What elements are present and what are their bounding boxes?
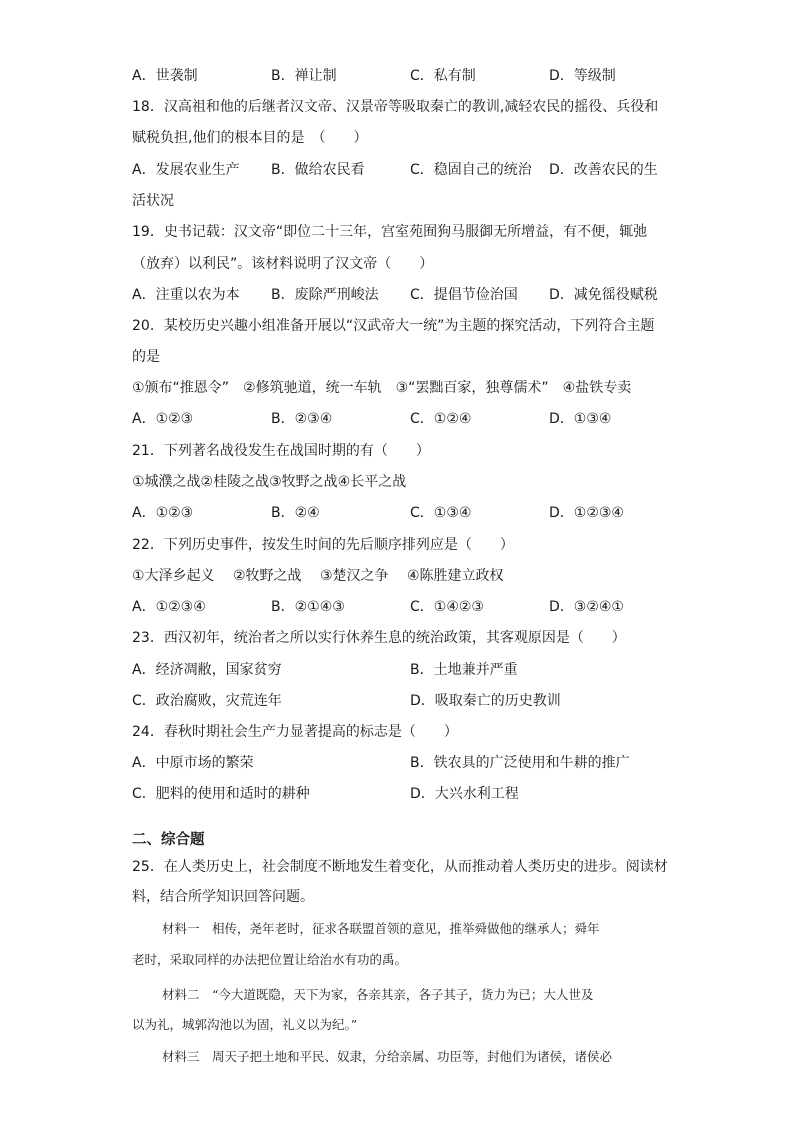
q21-option-d[interactable]: D．①②③④ bbox=[549, 505, 624, 521]
q19-option-b[interactable]: B．废除严刑峻法 bbox=[271, 287, 379, 303]
q25-material1-line2: 老时，采取同样的办法把位置让给治水有功的禹。 bbox=[132, 952, 408, 967]
q25-material2-line2: 以为礼，城郭沟池以为固，礼义以为纪。” bbox=[132, 1017, 358, 1032]
q22-option-a[interactable]: A．①②③④ bbox=[132, 599, 206, 615]
q22-option-b[interactable]: B．②①④③ bbox=[271, 599, 345, 615]
q23-option-c[interactable]: C．政治腐败，灾荒连年 bbox=[132, 693, 282, 709]
q23-options-row1 bbox=[132, 660, 662, 680]
q18-stem-line1: 18．汉高祖和他的后继者汉文帝、汉景帝等吸取秦亡的教训,减轻农民的摇役、兵役和 bbox=[132, 99, 659, 115]
q19-option-a[interactable]: A．注重以农为本 bbox=[132, 287, 240, 303]
section-heading-comprehensive: 二、综合题 bbox=[132, 832, 205, 848]
q19-stem-line1: 19．史书记载：汉文帝“即位二十三年，宫室苑囿狗马服御无所增益，有不便，辄弛 bbox=[132, 224, 648, 240]
q23-option-a[interactable]: A．经济凋敝，国家贫穷 bbox=[132, 662, 282, 678]
q19-option-d[interactable]: D．减免徭役赋税 bbox=[549, 287, 658, 303]
q23-stem: 23．西汉初年，统治者之所以实行休养生息的统治政策，其客观原因是（ ） bbox=[132, 630, 626, 646]
q21-option-c[interactable]: C．①③④ bbox=[410, 505, 472, 521]
q20-option-d[interactable]: D．①③④ bbox=[549, 411, 612, 427]
q20-option-a[interactable]: A．①②③ bbox=[132, 411, 194, 427]
q21-items: ①城濮之战②桂陵之战③牧野之战④长平之战 bbox=[132, 474, 407, 490]
q19-stem-line2: （放弃）以利民”。该材料说明了汉文帝（ ） bbox=[132, 256, 434, 272]
q20-stem-line2: 的是 bbox=[132, 349, 160, 365]
q21-option-b[interactable]: B．②④ bbox=[271, 505, 320, 521]
q20-option-b[interactable]: B．②③④ bbox=[271, 411, 333, 427]
q19-options bbox=[132, 285, 662, 305]
q22-option-c[interactable]: C．①④②③ bbox=[410, 599, 484, 615]
q17-option-d[interactable]: D．等级制 bbox=[549, 68, 616, 84]
q24-option-b[interactable]: B．铁农具的广泛使用和牛耕的推广 bbox=[410, 755, 630, 771]
q25-stem-line1: 25．在人类历史上，社会制度不断地发生着变化，从而推动着人类历史的进步。阅读材 bbox=[132, 859, 668, 875]
q21-options bbox=[132, 503, 662, 523]
q22-items: ①大泽乡起义 ②牧野之战 ③楚汉之争 ④陈胜建立政权 bbox=[132, 568, 504, 584]
q25-stem-line2: 料，结合所学知识回答问题。 bbox=[132, 889, 314, 905]
q25-material2-line1: 材料二 “今大道既隐，天下为家，各亲其亲，各子其子，货力为已；大人世及 bbox=[162, 987, 594, 1002]
q24-option-c[interactable]: C．肥料的使用和适时的耕种 bbox=[132, 786, 310, 802]
q25-material1-line1: 材料一 相传，尧年老时，征求各联盟首领的意见，推举舜做他的继承人；舜年 bbox=[162, 921, 600, 936]
q22-option-d[interactable]: D．③②④① bbox=[549, 599, 624, 615]
q18-option-b[interactable]: B．做给农民看 bbox=[271, 162, 365, 178]
q24-stem: 24．春秋时期社会生产力显著提高的标志是（ ） bbox=[132, 724, 458, 740]
q22-options bbox=[132, 597, 662, 617]
q24-options-row2 bbox=[132, 784, 662, 804]
q23-options-row2 bbox=[132, 691, 662, 711]
q20-option-c[interactable]: C．①②④ bbox=[410, 411, 472, 427]
q17-option-b[interactable]: B．禅让制 bbox=[271, 68, 337, 84]
q19-option-c[interactable]: C．提倡节俭治国 bbox=[410, 287, 518, 303]
q18-option-c[interactable]: C．稳固自己的统治 bbox=[410, 162, 532, 178]
q24-option-a[interactable]: A．中原市场的繁荣 bbox=[132, 755, 254, 771]
q18-option-d-continued: 活状况 bbox=[132, 193, 174, 209]
q25-material3-line1: 材料三 周天子把土地和平民、奴隶，分给亲属、功臣等，封他们为诸侯，诸侯必 bbox=[162, 1049, 613, 1064]
q24-option-d[interactable]: D．大兴水利工程 bbox=[410, 786, 519, 802]
q23-option-b[interactable]: B．土地兼并严重 bbox=[410, 662, 518, 678]
q24-options-row1 bbox=[132, 753, 662, 773]
q20-options bbox=[132, 409, 662, 429]
q18-options bbox=[132, 160, 662, 180]
q17-option-c[interactable]: C．私有制 bbox=[410, 68, 476, 84]
q22-stem: 22．下列历史事件，按发生时间的先后顺序排列应是（ ） bbox=[132, 537, 514, 553]
q18-option-a[interactable]: A．发展农业生产 bbox=[132, 162, 240, 178]
q18-option-d[interactable]: D．改善农民的生 bbox=[549, 162, 658, 178]
q23-option-d[interactable]: D．吸取秦亡的历史教训 bbox=[410, 693, 561, 709]
q17-options bbox=[132, 66, 662, 86]
q20-items: ①颁布“推恩令” ②修筑驰道，统一车轨 ③“罢黜百家，独尊儒术” ④盐铁专卖 bbox=[132, 380, 632, 396]
q21-option-a[interactable]: A．①②③ bbox=[132, 505, 194, 521]
q21-stem: 21．下列著名战役发生在战国时期的有（ ） bbox=[132, 443, 430, 459]
q17-option-a[interactable]: A．世袭制 bbox=[132, 68, 198, 84]
q20-stem-line1: 20．某校历史兴趣小组准备开展以“汉武帝大一统”为主题的探究活动，下列符合主题 bbox=[132, 318, 655, 334]
q18-stem-line2: 赋税负担,他们的根本目的是 （ ） bbox=[132, 130, 368, 146]
